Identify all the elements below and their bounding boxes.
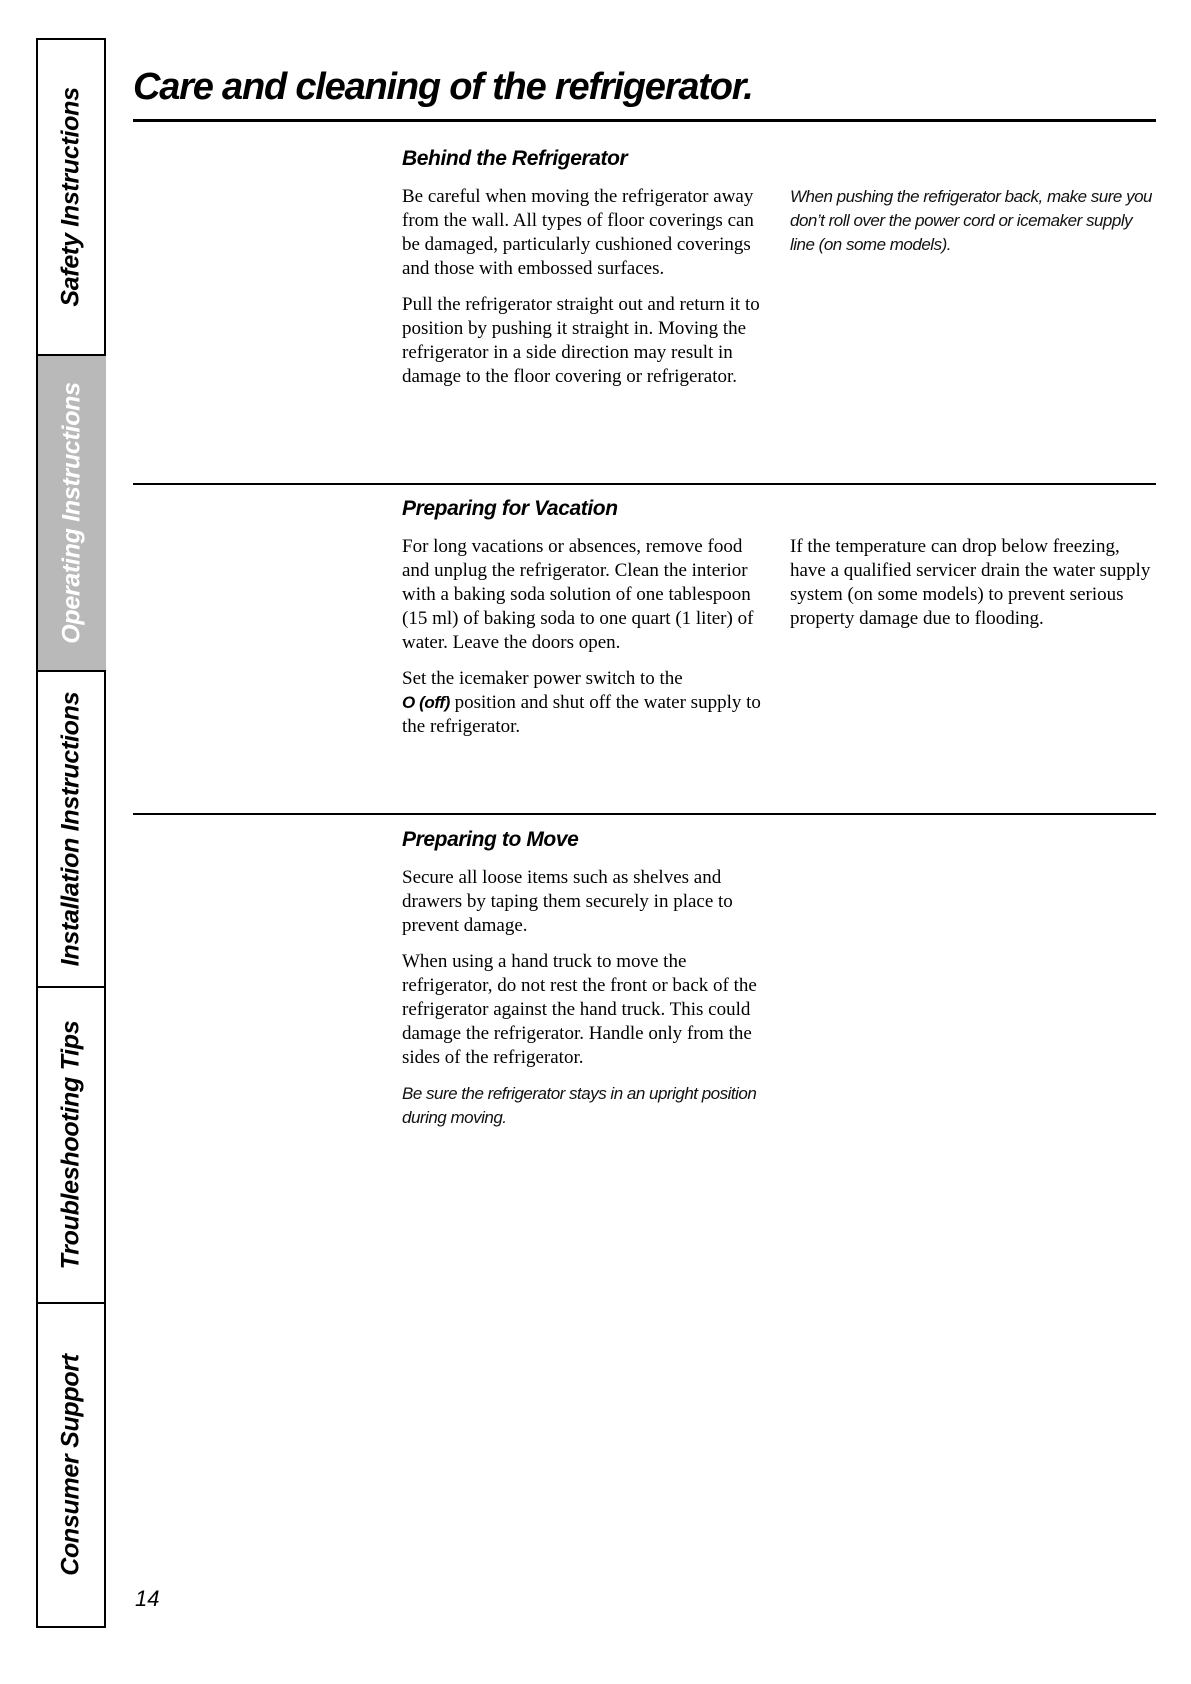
tab-label: Troubleshooting Tips bbox=[56, 1020, 85, 1270]
section-heading: Behind the Refrigerator bbox=[402, 147, 628, 170]
left-column bbox=[402, 185, 774, 401]
section-heading: Preparing to Move bbox=[402, 828, 579, 851]
note-text: Be sure the refrigerator stays in an upright position during moving. bbox=[402, 1084, 757, 1127]
paragraph: When using a hand truck to move the refrigerator, do not rest the front or back of the refrigerator against the hand truck. This could damage the refrigerator. Handle only from the sides of the refrigerator. bbox=[402, 951, 757, 1068]
page-number: 14 bbox=[135, 1586, 160, 1611]
paragraph: If the temperature can drop below freezing, have a qualified servicer drain the water supply system (on some models) to prevent serious property damage due to flooding. bbox=[790, 536, 1151, 629]
left-column bbox=[402, 866, 774, 1142]
tab-label: Safety Instructions bbox=[56, 87, 85, 307]
tab-installation-instructions[interactable] bbox=[38, 672, 106, 988]
paragraph-text: position and shut off the water supply to the refrigerator. bbox=[402, 692, 761, 737]
paragraph bbox=[402, 667, 774, 739]
tab-consumer-support[interactable] bbox=[38, 1304, 106, 1626]
title-divider bbox=[133, 119, 1156, 122]
section-heading: Preparing for Vacation bbox=[402, 497, 618, 520]
paragraph: Be careful when moving the refrigerator away from the wall. All types of floor coverings can be damaged, particularly cushioned coverings and those with embossed surfaces. bbox=[402, 186, 754, 279]
right-column bbox=[790, 185, 1160, 269]
section-tabs bbox=[36, 38, 106, 1628]
section-divider bbox=[133, 483, 1156, 485]
section-divider bbox=[133, 813, 1156, 815]
paragraph-text: Set the icemaker power switch to the bbox=[402, 668, 683, 689]
page-title: Care and cleaning of the refrigerator. bbox=[133, 66, 753, 108]
paragraph: Pull the refrigerator straight out and return it to position by pushing it straight in. Moving the refrigerator in a side direction may result in damage to the floor covering or refrigerator. bbox=[402, 294, 760, 387]
note-text: When pushing the refrigerator back, make sure you don’t roll over the power cord or icemaker supply line (on some models). bbox=[790, 187, 1152, 254]
tab-troubleshooting-tips[interactable] bbox=[38, 988, 106, 1304]
paragraph: For long vacations or absences, remove food and unplug the refrigerator. Clean the interior with a baking soda solution of one tablespoon (15 ml) of baking soda to one quart (1 liter) of water. Leave the doors open. bbox=[402, 536, 754, 653]
tab-safety-instructions[interactable] bbox=[38, 40, 106, 356]
off-position-label: O (off) bbox=[402, 693, 450, 712]
right-column bbox=[790, 535, 1160, 643]
tab-label: Operating Instructions bbox=[57, 382, 86, 644]
tab-operating-instructions[interactable] bbox=[38, 356, 106, 672]
left-column bbox=[402, 535, 774, 751]
paragraph: Secure all loose items such as shelves and drawers by taping them securely in place to prevent damage. bbox=[402, 867, 733, 936]
tab-label: Installation Instructions bbox=[56, 691, 85, 967]
tab-label: Consumer Support bbox=[56, 1354, 85, 1576]
